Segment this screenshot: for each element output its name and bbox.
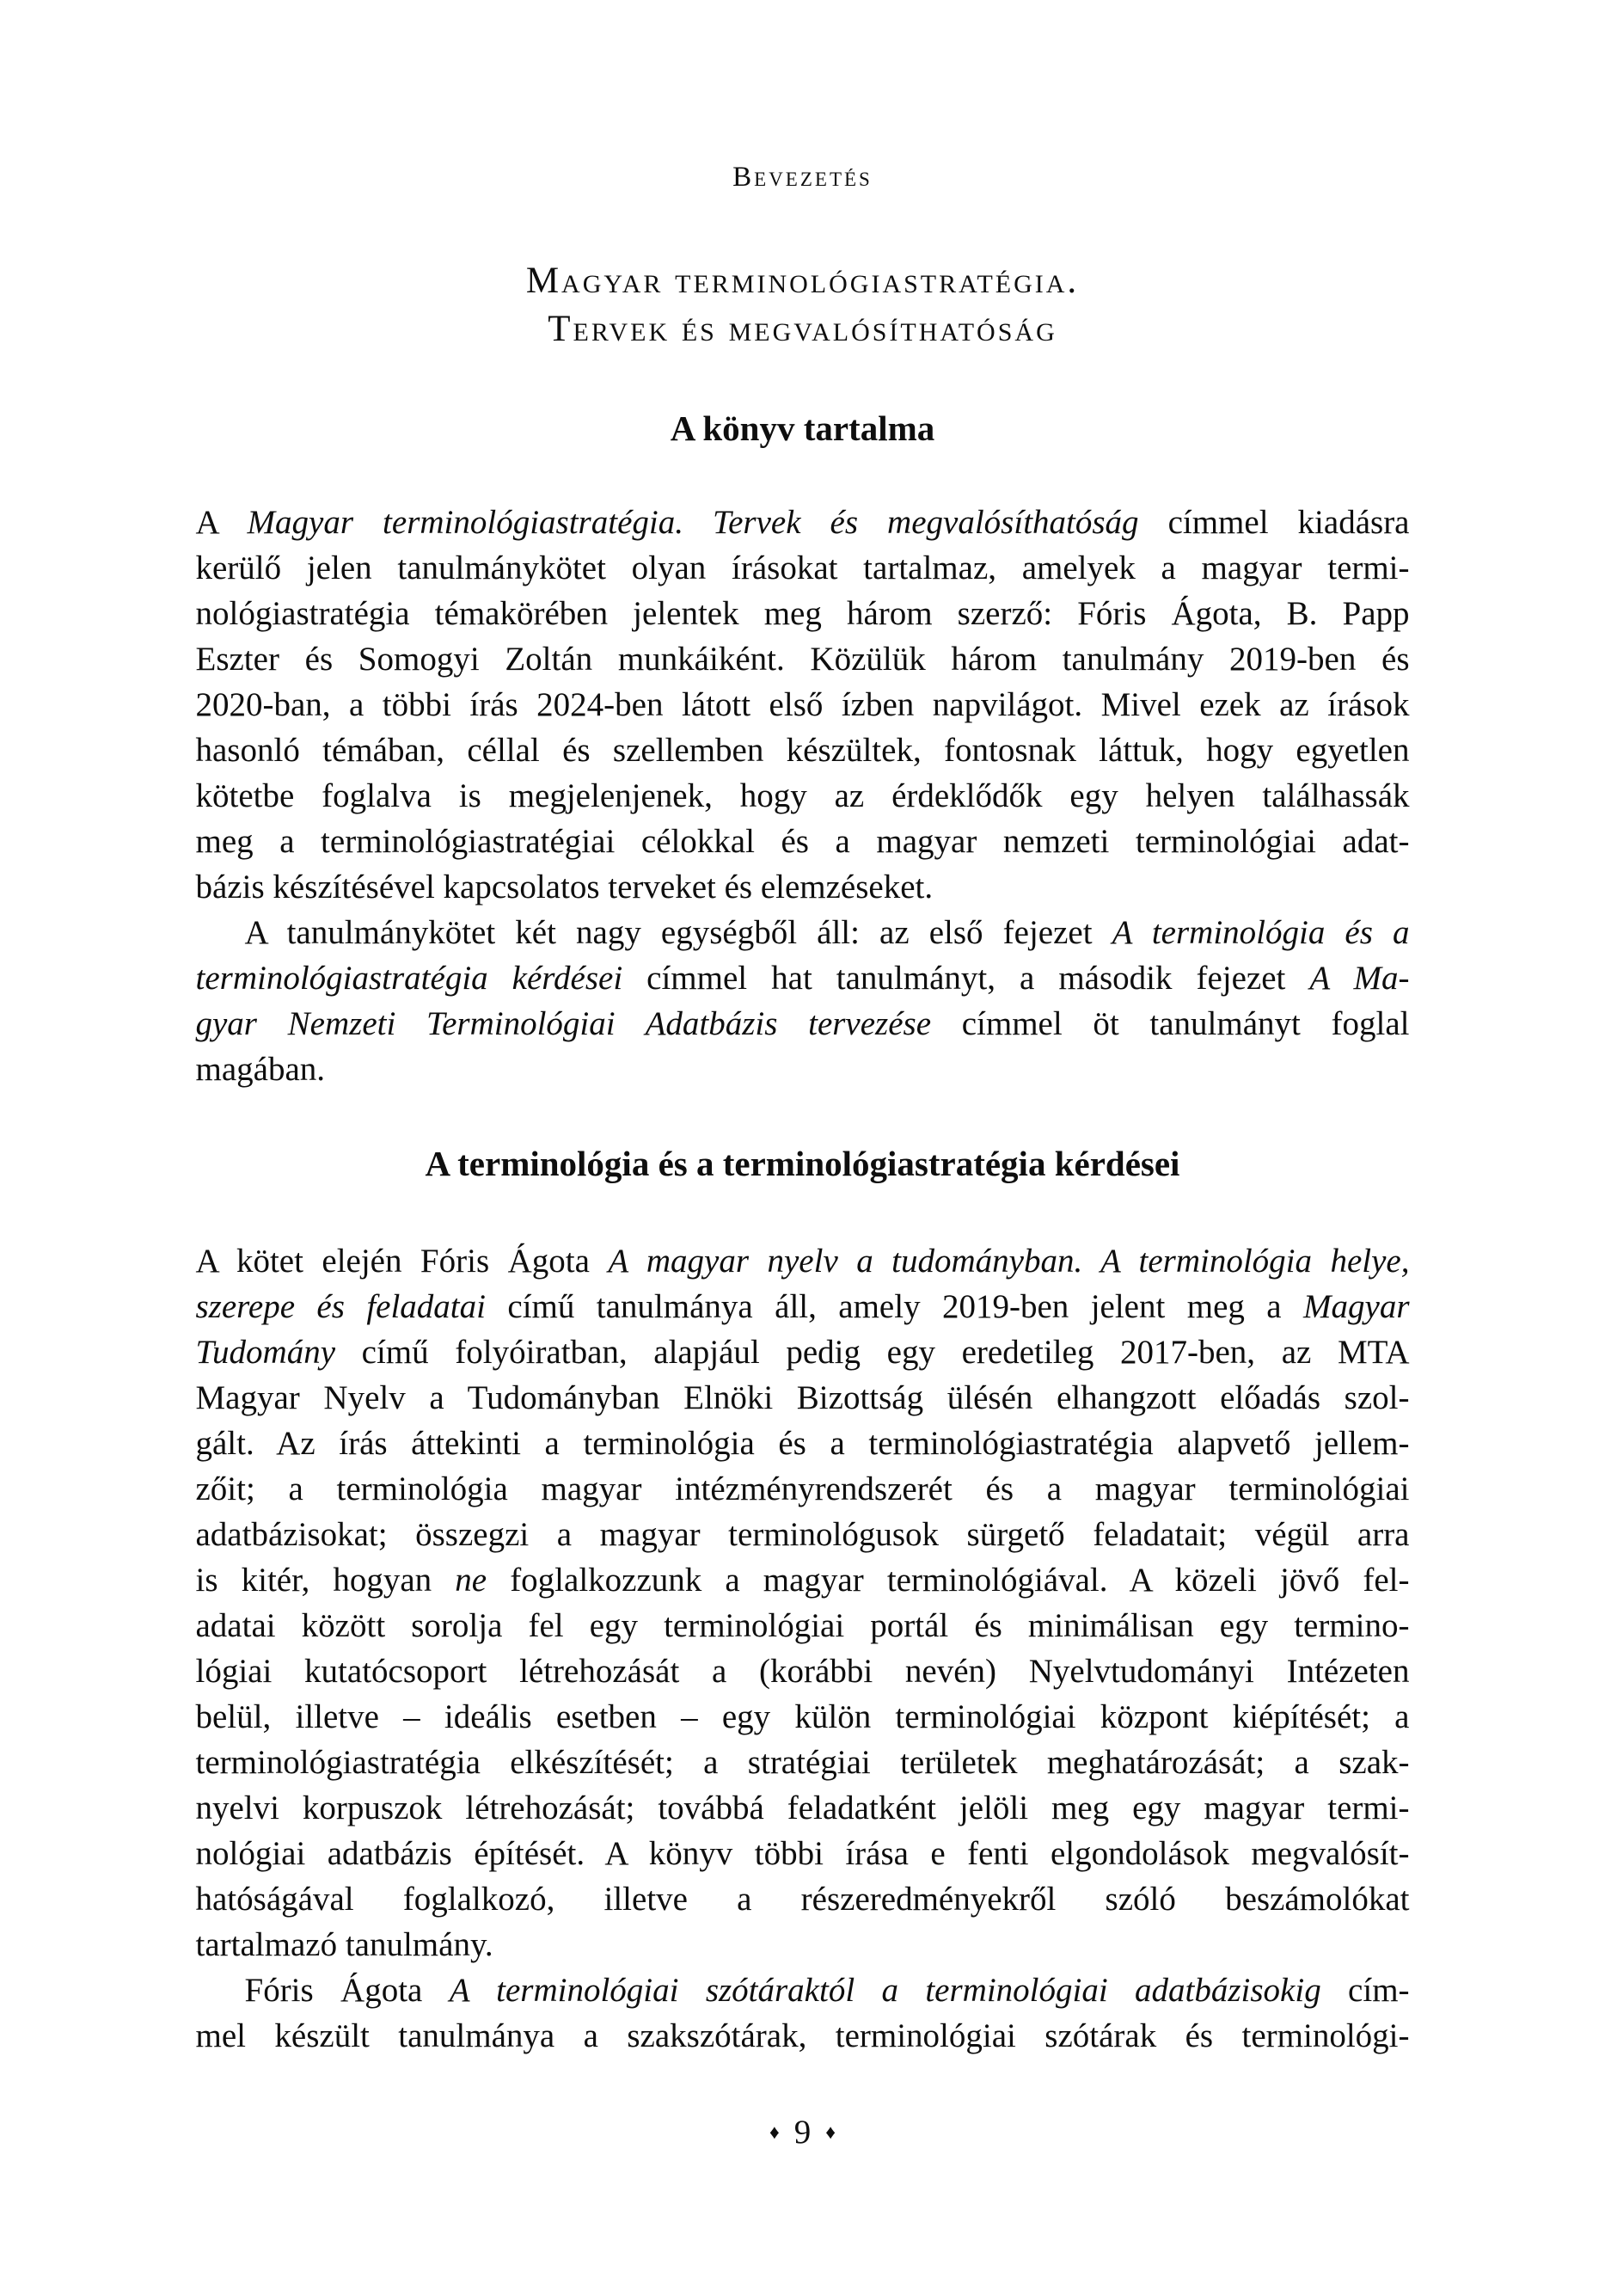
section-body-terminology-questions [196, 1238, 1410, 2059]
page-number: 9 [793, 2114, 812, 2151]
body-text: magában. [195, 1051, 326, 1088]
body-line [196, 727, 1410, 773]
book-title-line-1: Magyar terminológiastratégia. [525, 261, 1080, 301]
italic-text: Tudomány [195, 1334, 336, 1371]
body-text: nológiastratégia témakörében jelentek meg három szerző: Fóris Ágota, B. Papp [195, 595, 1410, 632]
body-text: is kitér, hogyan [195, 1562, 456, 1599]
text-block [196, 163, 1410, 2152]
body-line [196, 1785, 1410, 1831]
body-text: 2020-ban, a többi írás 2024-ben látott első ízben napvilágot. Mivel ezek az írások [195, 686, 1410, 723]
body-text: belül, illetve – ideális esetben – egy külön terminológiai központ kiépítését; a [195, 1698, 1410, 1735]
body-text: címmel kiadásra [1138, 504, 1410, 541]
italic-text: szerepe és feladatai [195, 1288, 486, 1325]
body-line [196, 545, 1410, 591]
body-line [196, 1740, 1410, 1785]
body-text: címmel hat tanulmányt, a második fejezet [622, 960, 1310, 997]
italic-text: A magyar nyelv a tudományban. A terminológia helye, [608, 1243, 1410, 1280]
body-text: adatbázisokat; összegzi a magyar terminológusok sürgető feladatait; végül arra [195, 1516, 1410, 1553]
body-line [196, 1284, 1410, 1329]
body-text: meg a terminológiastratégiai célokkal és a magyar nemzeti terminológiai adat- [195, 823, 1410, 860]
body-line [196, 1603, 1410, 1648]
body-line [196, 591, 1410, 636]
page-footer [196, 2114, 1410, 2152]
body-line [196, 1375, 1410, 1421]
body-text: foglalkozzunk a magyar terminológiával. A közeli jövő fel- [487, 1562, 1410, 1599]
book-title [196, 257, 1410, 353]
body-text: című tanulmánya áll, amely 2019-ben jelent meg a [485, 1288, 1304, 1325]
paragraph [196, 1968, 1410, 2059]
body-text: hasonló témában, céllal és szellemben készültek, fontosnak láttuk, hogy egyetlen [195, 732, 1410, 769]
italic-text: Magyar terminológiastratégia. Tervek és megvalósíthatóság [247, 504, 1139, 541]
body-line [196, 500, 1410, 545]
body-text: nyelvi korpuszok létrehozását; továbbá feladatként jelöli meg egy magyar termi- [195, 1790, 1410, 1826]
italic-text: A Ma- [1309, 960, 1410, 997]
paragraph [196, 910, 1410, 1092]
body-line [196, 1466, 1410, 1512]
paragraph [196, 1238, 1410, 1968]
body-line [196, 1922, 1410, 1968]
body-line [196, 2013, 1410, 2059]
body-line [196, 1876, 1410, 1922]
body-line [196, 773, 1410, 819]
body-text: terminológiastratégia elkészítését; a stratégiai területek meghatározását; a szak- [195, 1744, 1410, 1781]
section-heading-terminology-questions: A terminológia és a terminológiastratégia kérdései [425, 1144, 1180, 1183]
italic-text: A terminológiai szótáraktól a terminológiai adatbázisokig [449, 1972, 1321, 2009]
italic-text: ne [455, 1562, 487, 1599]
body-line [196, 1001, 1410, 1047]
body-line [196, 1238, 1410, 1284]
body-text: adatai között sorolja fel egy terminológiai portál és minimálisan egy termino- [195, 1607, 1410, 1644]
body-text: A [195, 504, 248, 541]
italic-text: A terminológia és a [1112, 914, 1410, 951]
running-header: Bevezetés [732, 162, 873, 193]
body-text: Fóris Ágota [244, 1972, 450, 2009]
body-line [196, 1694, 1410, 1740]
body-text: mel készült tanulmánya a szakszótárak, terminológiai szótárak és terminológi- [195, 2017, 1410, 2054]
body-text: cím- [1320, 1972, 1410, 2009]
italic-text: Magyar [1303, 1288, 1410, 1325]
section-heading-book-contents: A könyv tartalma [670, 408, 935, 448]
body-text: Magyar Nyelv a Tudományban Elnöki Bizottság ülésén elhangzott előadás szol- [195, 1379, 1410, 1416]
body-line [196, 1557, 1410, 1603]
body-line [196, 864, 1410, 910]
body-line [196, 636, 1410, 682]
body-text: lógiai kutatócsoport létrehozását a (korábbi nevén) Nyelvtudományi Intézeten [195, 1653, 1410, 1690]
body-text: címmel öt tanulmányt foglal [931, 1005, 1410, 1042]
body-line [196, 1329, 1410, 1375]
body-text: hatóságával foglalkozó, illetve a részeredményekről szóló beszámolókat [195, 1881, 1410, 1918]
body-line [196, 1421, 1410, 1466]
diamond-ornament-icon: ♦ [825, 2121, 836, 2143]
italic-text: terminológiastratégia kérdései [195, 960, 623, 997]
body-line [196, 1968, 1410, 2013]
body-text: című folyóiratban, alapjául pedig egy eredetileg 2017-ben, az MTA [335, 1334, 1410, 1371]
body-line [196, 1831, 1410, 1876]
body-text: bázis készítésével kapcsolatos terveket és elemzéseket. [195, 869, 934, 906]
body-line [196, 955, 1410, 1001]
body-text: kerülő jelen tanulmánykötet olyan írásokat tartalmaz, amelyek a magyar termi- [195, 549, 1410, 586]
paragraph [196, 500, 1410, 910]
body-text: nológiai adatbázis építését. A könyv többi írása e fenti elgondolások megvalósít- [195, 1835, 1410, 1872]
body-line [196, 819, 1410, 864]
body-line [196, 682, 1410, 727]
body-text: Eszter és Somogyi Zoltán munkáiként. Közülük három tanulmány 2019-ben és [195, 641, 1410, 678]
body-line [196, 1648, 1410, 1694]
body-line [196, 1512, 1410, 1557]
section-body-book-contents [196, 500, 1410, 1092]
body-text: zőit; a terminológia magyar intézményrendszerét és a magyar terminológiai [195, 1470, 1410, 1507]
body-line [196, 910, 1410, 955]
body-text: A tanulmánykötet két nagy egységből áll: az első fejezet [244, 914, 1112, 951]
body-text: gált. Az írás áttekinti a terminológia és a terminológiastratégia alapvető jellem- [195, 1425, 1410, 1462]
diamond-ornament-icon: ♦ [769, 2121, 780, 2143]
book-title-line-2: Tervek és megvalósíthatóság [548, 309, 1057, 349]
body-text: A kötet elején Fóris Ágota [195, 1243, 609, 1280]
body-text: tartalmazó tanulmány. [195, 1926, 493, 1963]
italic-text: gyar Nemzeti Terminológiai Adatbázis tervezése [195, 1005, 932, 1042]
body-text: kötetbe foglalva is megjelenjenek, hogy az érdeklődők egy helyen találhassák [195, 777, 1410, 814]
body-line [196, 1047, 1410, 1092]
